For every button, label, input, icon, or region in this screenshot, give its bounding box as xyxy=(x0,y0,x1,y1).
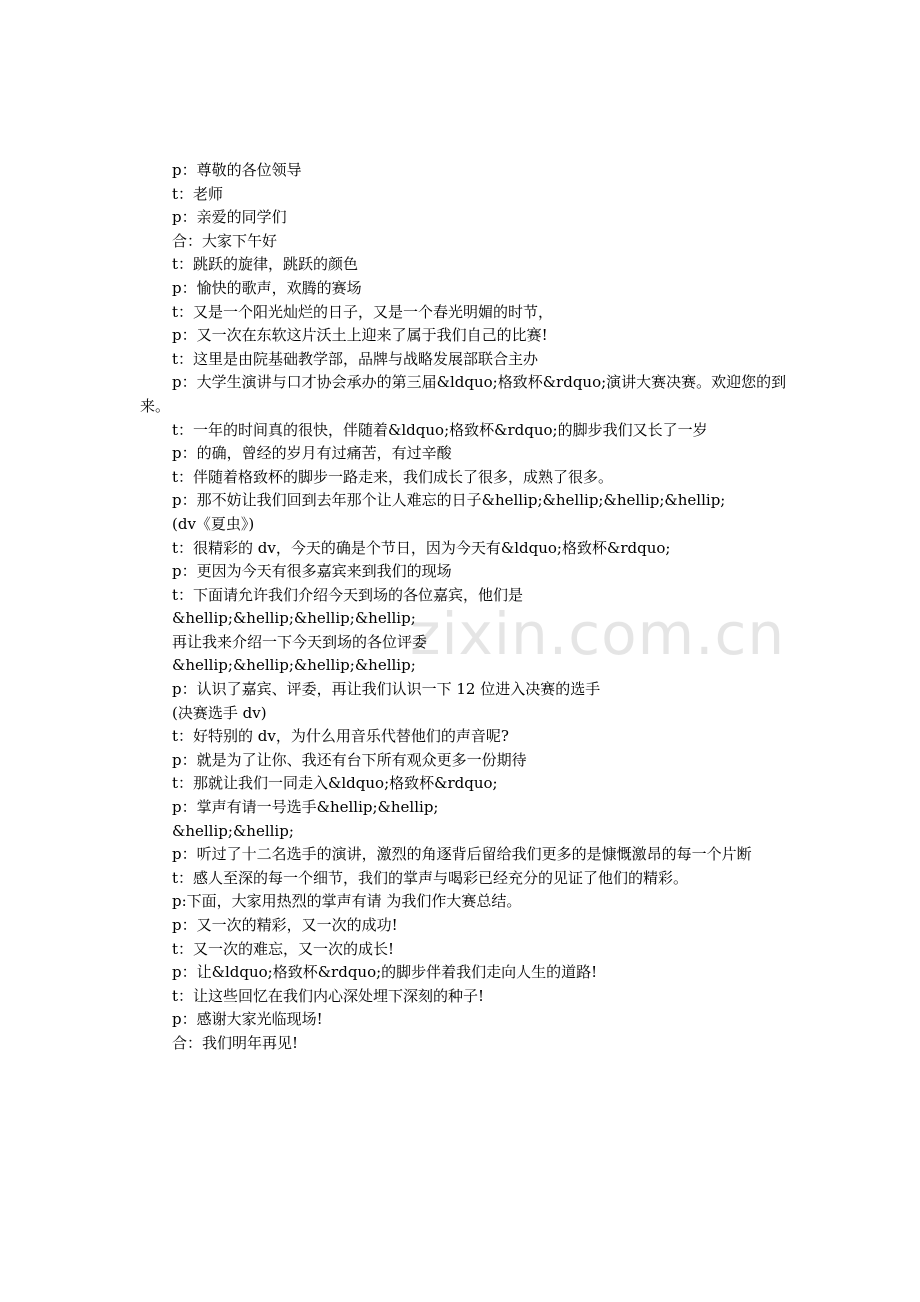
script-line: p：掌声有请一号选手&hellip;&hellip; xyxy=(172,798,439,817)
script-line: t：感人至深的每一个细节，我们的掌声与喝彩已经充分的见证了他们的精彩。 xyxy=(172,868,689,887)
script-line: t：很精彩的 dv，今天的确是个节日，因为今天有&ldquo;格致杯&rdquo; xyxy=(172,538,671,557)
script-line: p：的确，曾经的岁月有过痛苦，有过辛酸 xyxy=(172,444,452,463)
script-line: t：让这些回忆在我们内心深处埋下深刻的种子! xyxy=(172,986,485,1005)
script-line: t：老师 xyxy=(172,184,224,203)
script-line: p：就是为了让你、我还有台下所有观众更多一份期待 xyxy=(172,750,527,769)
script-line: t：跳跃的旋律，跳跃的颜色 xyxy=(172,255,359,274)
script-line: p：感谢大家光临现场! xyxy=(172,1010,323,1029)
script-line: t：下面请允许我们介绍今天到场的各位嘉宾，他们是 xyxy=(172,585,524,604)
script-line: 再让我来介绍一下今天到场的各位评委 xyxy=(172,632,428,651)
script-line: p：那不妨让我们回到去年那个让人难忘的日子&hellip;&hellip;&hellip;&hellip; xyxy=(172,491,726,510)
script-line: p：又一次的精彩，又一次的成功! xyxy=(172,916,398,934)
script-line: &hellip;&hellip; xyxy=(172,821,294,840)
script-line: p：听过了十二名选手的演讲，激烈的角逐背后留给我们更多的是慷慨激昂的每一个片断 xyxy=(172,845,752,864)
script-body xyxy=(140,159,788,1056)
script-line: (决赛选手 dv) xyxy=(172,703,267,722)
script-line: t：又一次的难忘，又一次的成长! xyxy=(172,939,395,958)
script-line: p：让&ldquo;格致杯&rdquo;的脚步伴着我们走向人生的道路! xyxy=(172,963,598,982)
script-line: t：一年的时间真的很快，伴随着&ldquo;格致杯&rdquo;的脚步我们又长了一岁 xyxy=(172,420,708,439)
script-line: p：更因为今天有很多嘉宾来到我们的现场 xyxy=(172,562,452,581)
script-line: t：那就让我们一同走入&ldquo;格致杯&rdquo; xyxy=(172,774,498,793)
script-line: p:下面，大家用热烈的掌声有请 为我们作大赛总结。 xyxy=(172,892,522,911)
script-line: t：伴随着格致杯的脚步一路走来，我们成长了很多，成熟了很多。 xyxy=(172,467,614,486)
script-line: p：认识了嘉宾、评委，再让我们认识一下 12 位进入决赛的选手 xyxy=(172,680,601,699)
script-line: p：愉快的歌声，欢腾的赛场 xyxy=(172,278,362,297)
script-line: t：这里是由院基础教学部，品牌与战略发展部联合主办 xyxy=(172,349,539,368)
script-line: &hellip;&hellip;&hellip;&hellip; xyxy=(172,656,416,675)
script-line: p：亲爱的同学们 xyxy=(172,208,287,227)
watermark: zixin.com.cn xyxy=(410,600,786,668)
script-line: p：尊敬的各位领导 xyxy=(172,161,302,179)
script-line: 合：大家下午好 xyxy=(172,231,278,250)
script-line: p：又一次在东软这片沃土上迎来了属于我们自己的比赛! xyxy=(172,326,548,345)
script-line: p：大学生演讲与口才协会承办的第三届&ldquo;格致杯&rdquo;演讲大赛决赛。欢迎您的到来。 xyxy=(140,373,787,415)
script-line: 合：我们明年再见! xyxy=(172,1033,299,1052)
script-line: (dv《夏虫》) xyxy=(172,514,255,533)
script-line: t：又是一个阳光灿烂的日子，又是一个春光明媚的时节， xyxy=(172,302,554,321)
script-line: &hellip;&hellip;&hellip;&hellip; xyxy=(172,609,416,628)
script-line: t：好特别的 dv，为什么用音乐代替他们的声音呢? xyxy=(172,727,509,746)
